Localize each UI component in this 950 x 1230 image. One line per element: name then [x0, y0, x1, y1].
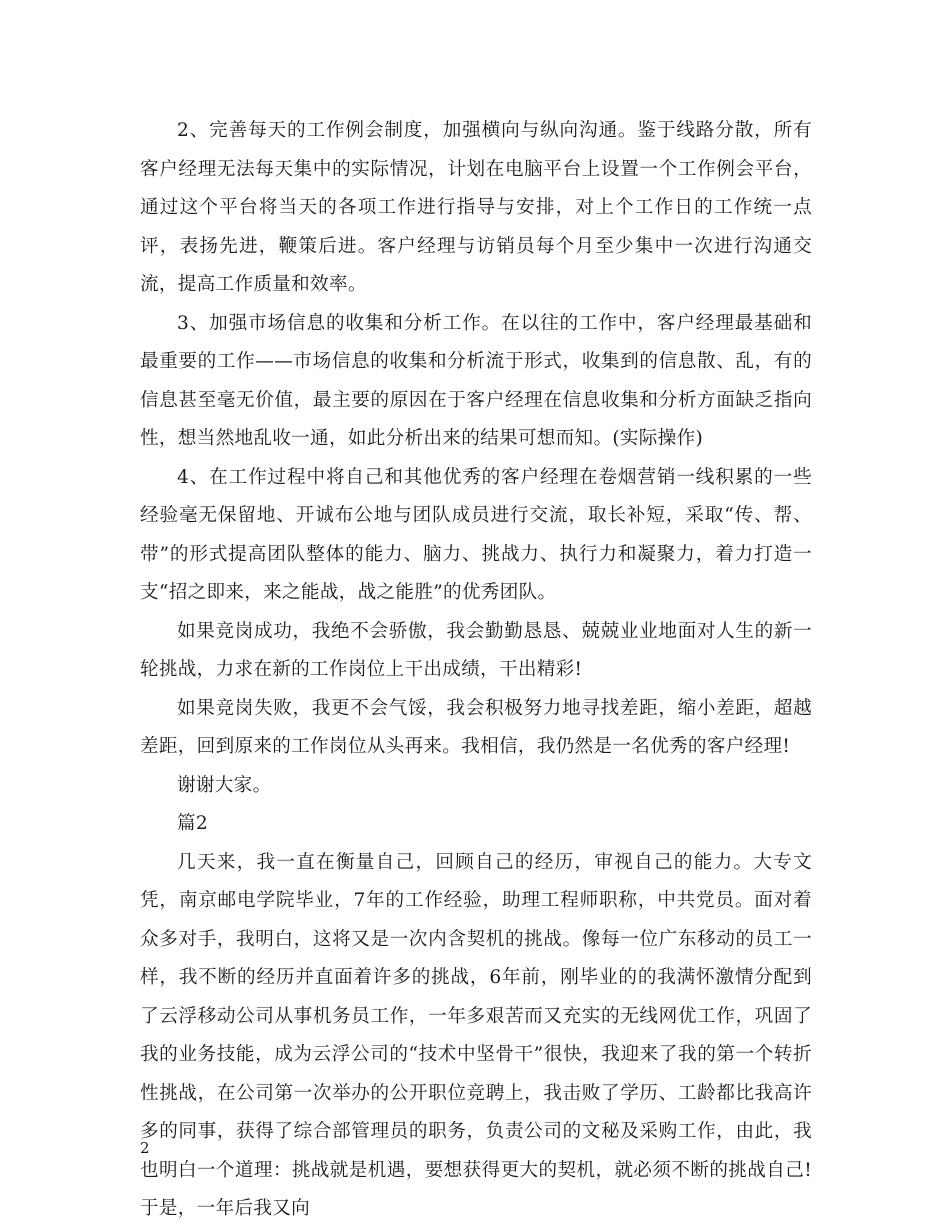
section-heading: 篇2	[177, 813, 209, 834]
paragraph-failure: 如果竞岗失败，我更不会气馁，我会积极努力地寻找差距，缩小差距，超越差距，回到原来的工作岗位从头再来。我相信，我仍然是一名优秀的客户经理!	[140, 697, 812, 757]
paragraph-thanks: 谢谢大家。	[177, 774, 272, 796]
page-number: 2	[140, 1139, 150, 1157]
document-body	[140, 112, 812, 1229]
paragraph-success: 如果竞岗成功，我绝不会骄傲，我会勤勤恳恳、兢兢业业地面对人生的新一轮挑战，力求在新的工作岗位上干出成绩，干出精彩!	[140, 620, 812, 680]
paragraph-section-2-intro: 几天来，我一直在衡量自己，回顾自己的经历，审视自己的能力。大专文凭，南京邮电学院毕业，7年的工作经验，助理工程师职称，中共党员。面对着众多对手，我明白，这将又是一次内含契机的挑战。像每一位广东移动的员工一样，我不断的经历并直面着许多的挑战，6年前，刚毕业的的我满怀激情分配到了云浮移动公司从事机务员工作，一年多艰苦而又充实的无线网优工作，巩固了我的业务技能，成为云浮公司的“技术中坚骨干”很快，我迎来了我的第一个转折性挑战，在公司第一次举办的公开职位竞聘上，我击败了学历、工龄都比我高许多的同事，获得了综合部管理员的职务，负责公司的文秘及采购工作，由此，我也明白一个道理：挑战就是机遇，要想获得更大的契机，就必须不断的挑战自己!于是，一年后我又向	[140, 851, 812, 1219]
paragraph-item-2: 2、完善每天的工作例会制度，加强横向与纵向沟通。鉴于线路分散，所有客户经理无法每天集中的实际情况，计划在电脑平台上设置一个工作例会平台，通过这个平台将当天的各项工作进行指导与安排，对上个工作日的工作统一点评，表扬先进，鞭策后进。客户经理与访销员每个月至少集中一次进行沟通交流，提高工作质量和效率。	[140, 120, 812, 295]
paragraph-item-4: 4、在工作过程中将自己和其他优秀的客户经理在卷烟营销一线积累的一些经验毫无保留地、开诚布公地与团队成员进行交流，取长补短，采取“传、帮、带”的形式提高团队整体的能力、脑力、挑战力、执行力和凝聚力，着力打造一支“招之即来，来之能战，战之能胜”的优秀团队。	[140, 466, 812, 603]
paragraph-item-3: 3、加强市场信息的收集和分析工作。在以往的工作中，客户经理最基础和最重要的工作——市场信息的收集和分析流于形式，收集到的信息散、乱，有的信息甚至毫无价值，最主要的原因在于客户经理在信息收集和分析方面缺乏指向性，想当然地乱收一通，如此分析出来的结果可想而知。(实际操作)	[140, 312, 812, 449]
